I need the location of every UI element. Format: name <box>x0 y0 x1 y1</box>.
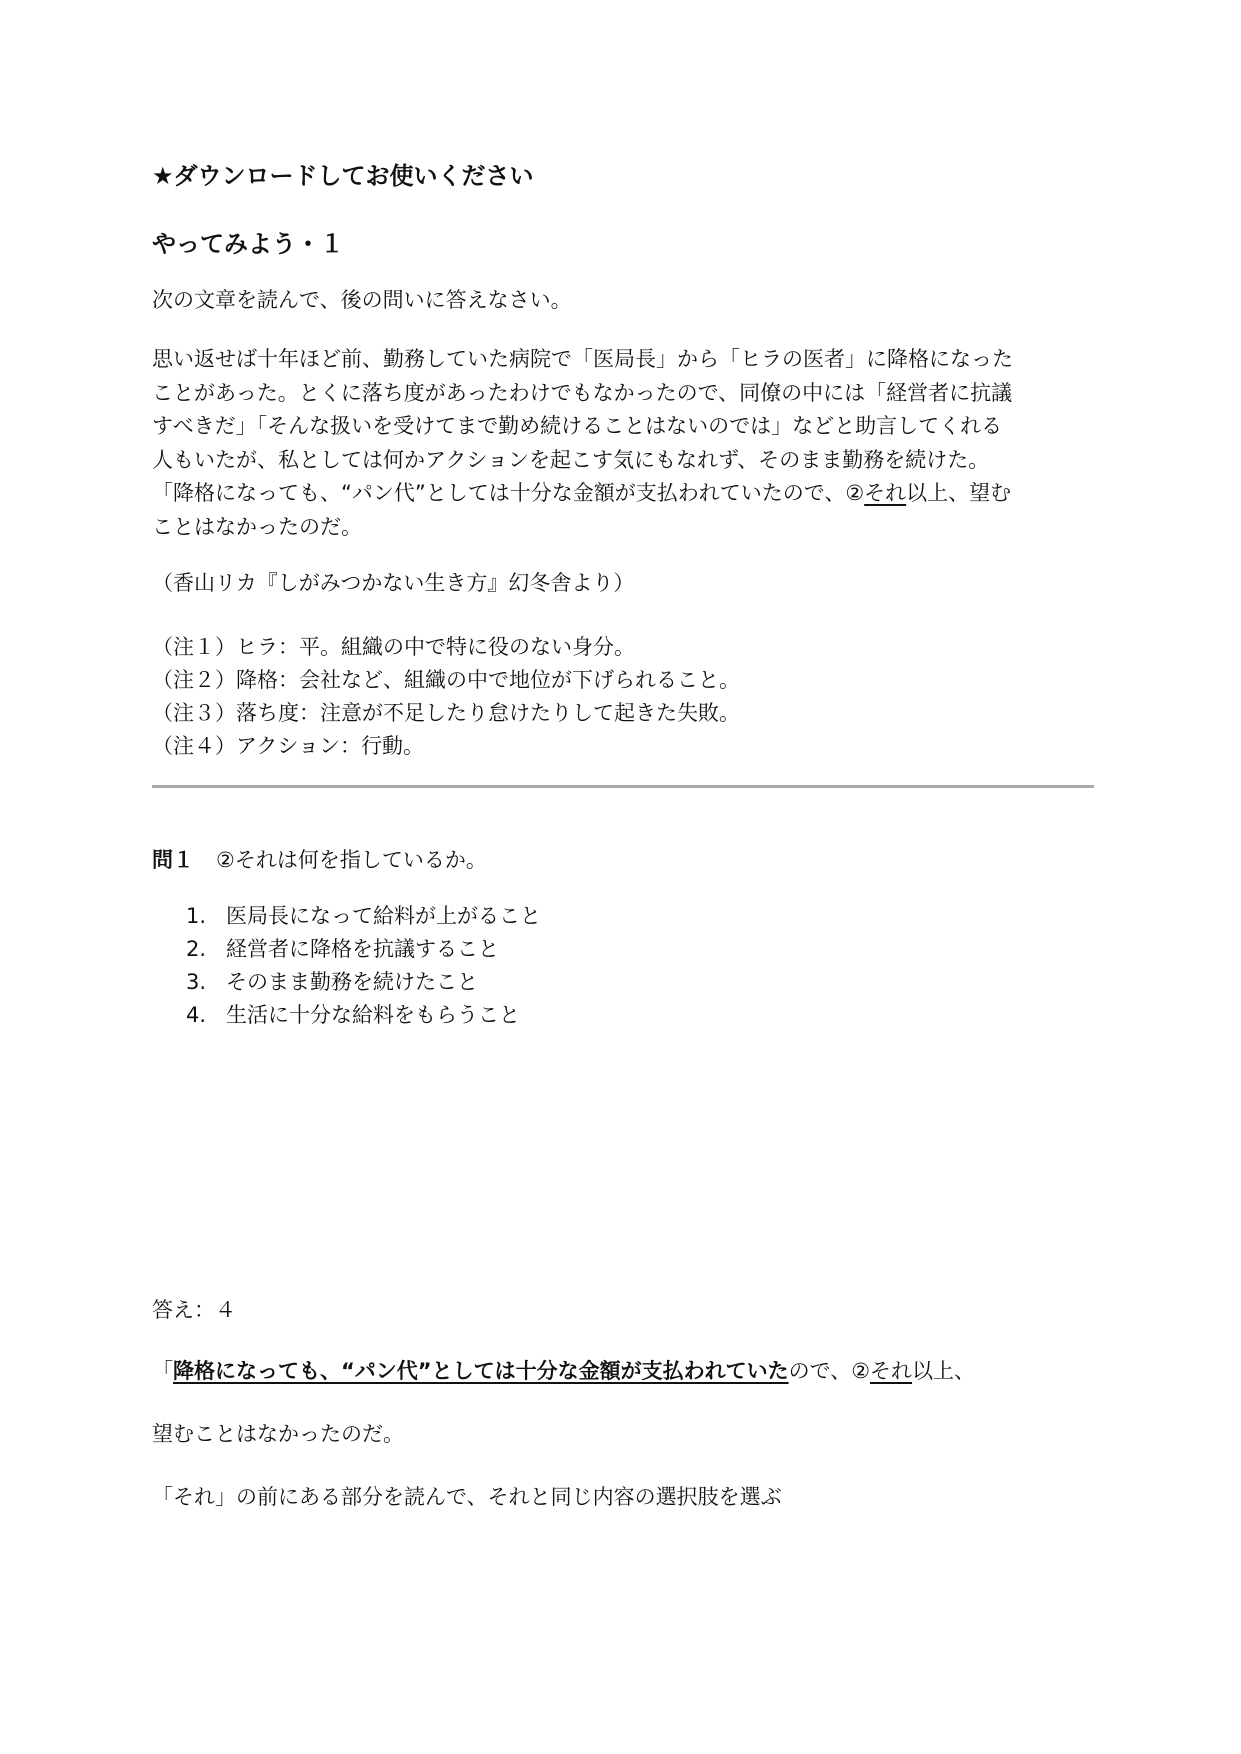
note-item: （注２）降格：会社など、組織の中で地位が下げられること。 <box>152 668 740 692</box>
choice-item <box>186 933 541 966</box>
passage-line <box>152 477 1102 511</box>
passage-text: 「降格になっても、“パン代”としては十分な金額が支払われていたので、② <box>152 481 865 505</box>
choice-text: 経営者に降格を抗議すること <box>226 937 499 961</box>
reading-passage <box>152 343 1102 544</box>
passage-line: 人もいたが、私としては何かアクションを起こす気にもなれず、そのまま勤務を続けた。 <box>152 447 990 472</box>
answer-hint: 「それ」の前にある部分を読んで、それと同じ内容の選択肢を選ぶ <box>152 1485 782 1509</box>
answer-label: 答え：４ <box>152 1298 236 1322</box>
choice-number: 2. <box>186 937 207 961</box>
choice-item <box>186 900 541 933</box>
choice-number: 4. <box>186 1003 207 1027</box>
choice-text: そのまま勤務を続けたこと <box>226 970 478 994</box>
passage-line: ことがあった。とくに落ち度があったわけでもなかったので、同僚の中には「経営者に抗議 <box>152 380 1013 405</box>
question-1 <box>152 844 487 874</box>
explanation-text: 「 <box>152 1359 173 1383</box>
key-phrase: 降格になっても、“パン代”としては十分な金額が支払われていた <box>173 1359 789 1383</box>
source-citation: （香山リカ『しがみつかない生き方』幻冬舎より） <box>152 571 635 595</box>
answer-explanation-line2: 望むことはなかったのだ。 <box>152 1422 404 1446</box>
explanation-text: 以上、 <box>912 1359 976 1383</box>
question-label: 問１ <box>152 848 194 872</box>
choice-text: 生活に十分な給料をもらうこと <box>226 1003 520 1027</box>
underlined-referent: それ <box>870 1359 913 1383</box>
exercise-title: やってみよう・１ <box>152 230 344 258</box>
notes-list <box>152 631 740 763</box>
question-text: ②それは何を指しているか。 <box>216 848 487 872</box>
passage-text: 以上、望む <box>906 481 1012 505</box>
choice-number: 3. <box>186 970 207 994</box>
passage-line: ことはなかったのだ。 <box>152 514 362 539</box>
choice-list <box>186 900 541 1032</box>
passage-line: 思い返せば十年ほど前、勤務していた病院で「医局長」から「ヒラの医者」に降格になった <box>152 347 1013 371</box>
instruction-text: 次の文章を読んで、後の問いに答えなさい。 <box>152 288 572 312</box>
choice-text: 医局長になって給料が上がること <box>226 904 541 928</box>
answer-explanation <box>152 1355 975 1387</box>
choice-number: 1. <box>186 904 207 928</box>
choice-item <box>186 999 541 1032</box>
choice-item <box>186 966 541 999</box>
passage-line: すべきだ」「そんな扱いを受けてまで勤め続けることはないのでは」などと助言してくれる <box>152 414 1003 438</box>
note-item: （注１）ヒラ：平。組織の中で特に役のない身分。 <box>152 635 635 659</box>
note-item: （注３）落ち度：注意が不足したり怠けたりして起きた失敗。 <box>152 701 740 725</box>
note-item: （注４）アクション：行動。 <box>152 734 424 758</box>
underlined-referent: それ <box>864 481 907 505</box>
download-note: ★ダウンロードしてお使いください <box>152 162 534 190</box>
section-divider <box>152 785 1094 788</box>
explanation-text: ので、② <box>788 1359 871 1383</box>
